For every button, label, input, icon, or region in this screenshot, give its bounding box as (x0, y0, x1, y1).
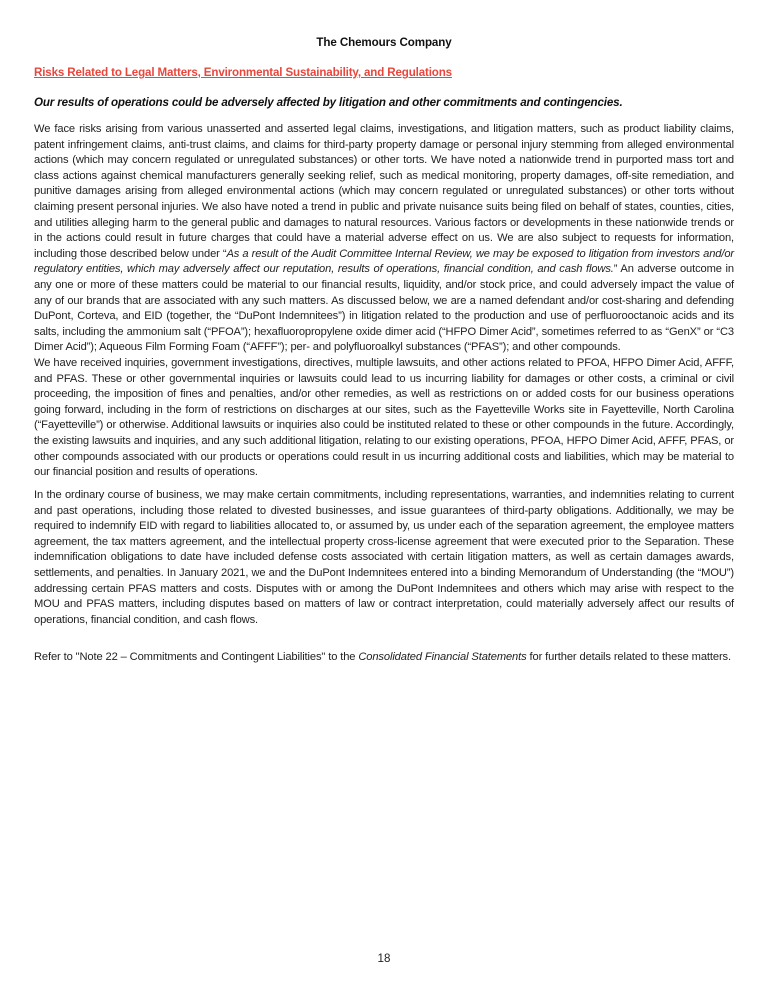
paragraph-text: Refer to "Note 22 – Commitments and Contingent Liabilities" to the (34, 651, 359, 663)
paragraph-text: for further details related to these matters. (526, 651, 731, 663)
section-title-link[interactable]: Risks Related to Legal Matters, Environmental Sustainability, and Regulations (34, 66, 452, 79)
risk-factor-heading: Our results of operations could be adversely affected by litigation and other commitments and contingencies. (34, 96, 623, 109)
italic-statement-reference: Consolidated Financial Statements (358, 651, 527, 663)
page-number: 18 (377, 952, 391, 965)
paragraph-legal-claims (34, 122, 734, 356)
paragraph-note-reference (34, 650, 734, 666)
company-header: The Chemours Company (316, 36, 452, 49)
paragraph-commitments-indemnities: In the ordinary course of business, we may make certain commitments, including representations, warranties, and indemnities relating to current and past operations, including those related to divested businesses, and issue guarantees of third-party obligations. Additionally, we may be required to indemnify EID with regard to liabilities allocated to, or assumed by, us under each of the separation agreement, the employee matters agreement, the tax matters agreement, and the intellectual property cross-license agreement that were executed prior to the Separation. These indemnification obligations to date have included defense costs associated with certain litigation matters, as well as certain damages awards, settlements, and penalties. In January 2021, we and the DuPont Indemnitees entered into a binding Memorandum of Understanding (the “MOU”) addressing certain PFAS matters and costs. Disputes with or among the DuPont Indemnitees and others which may arise with respect to the MOU and PFAS matters, including disputes based on matters of law or contract interpretation, could materially adversely affect our results of operations, financial condition, and cash flows. (34, 489, 734, 626)
paragraph-text: We face risks arising from various unasserted and asserted legal claims, investigations, and litigation matters, such as product liability claims, patent infringement claims, anti-trust claims, and claims for third-party property damage or personal injury stemming from alleged environmental actions (which may concern regulated or unregulated substances) or other torts. We have noted a nationwide trend in purported mass tort and class actions against chemical manufacturers generally seeking relief, such as medical monitoring, property damages, off-site remediation, and punitive damages arising from alleged environmental actions (which may concern regulated or unregulated substances) or other torts without claiming present personal injuries. We also have noted a trend in public and private nuisance suits being filed on behalf of states, counties, cities, and utilities alleging harm to the general public and damages to natural resources. Various factors or developments in these nationwide trends or in the actions could result in future charges that could have a material adverse effect on us. We are also subject to requests for information, including those described below under “ (34, 123, 734, 260)
paragraph-text: ” An adverse outcome in any one or more of these matters could be material to our financial results, liquidity, and/or stock price, and could adversely impact the value of any of our brands that are associated with any such matters. As discussed below, we are a named defendant and/or cost-sharing and defending DuPont, Corteva, and EID (together, the “DuPont Indemnitees”) in litigation related to the production and use of perfluorooctanoic acids and its salts, including the ammonium salt (“PFOA”); hexafluoropropylene oxide dimer acid (“HFPO Dimer Acid”, sometimes referred to as “GenX” or “C3 Dimer Acid”); Aqueous Film Forming Foam (“AFFF”); per- and polyfluoroalkyl substances (“PFAS”); and other compounds. (34, 263, 734, 354)
italic-cross-reference: As a result of the Audit Committee Internal Review, we may be exposed to litigation from investors and/or regulatory entities, which may adversely affect our reputation, results of operations, financial condition, and cash flows. (34, 247, 734, 276)
paragraph-inquiries-lawsuits: We have received inquiries, government investigations, directives, multiple lawsuits, and other actions related to PFOA, HFPO Dimer Acid, AFFF, and PFAS. These or other governmental inquiries or lawsuits could lead to us incurring liability for damages or other costs, a criminal or civil proceeding, the imposition of fines and penalties, and/or other remedies, as well as restrictions on or added costs for our business operations going forward, including in the form of restrictions on discharges at our sites, such as the Fayetteville Works site in Fayetteville, North Carolina (“Fayetteville”) or otherwise. Additional lawsuits or inquiries also could be instituted related to these or other compounds in the future. Accordingly, the existing lawsuits and inquiries, and any such additional litigation, relating to our existing operations, PFOA, HFPO Dimer Acid, AFFF, PFAS, or other compounds associated with our products or operations could result in us incurring additional costs and liabilities, which may be material to our financial position and results of operations. (34, 357, 734, 479)
